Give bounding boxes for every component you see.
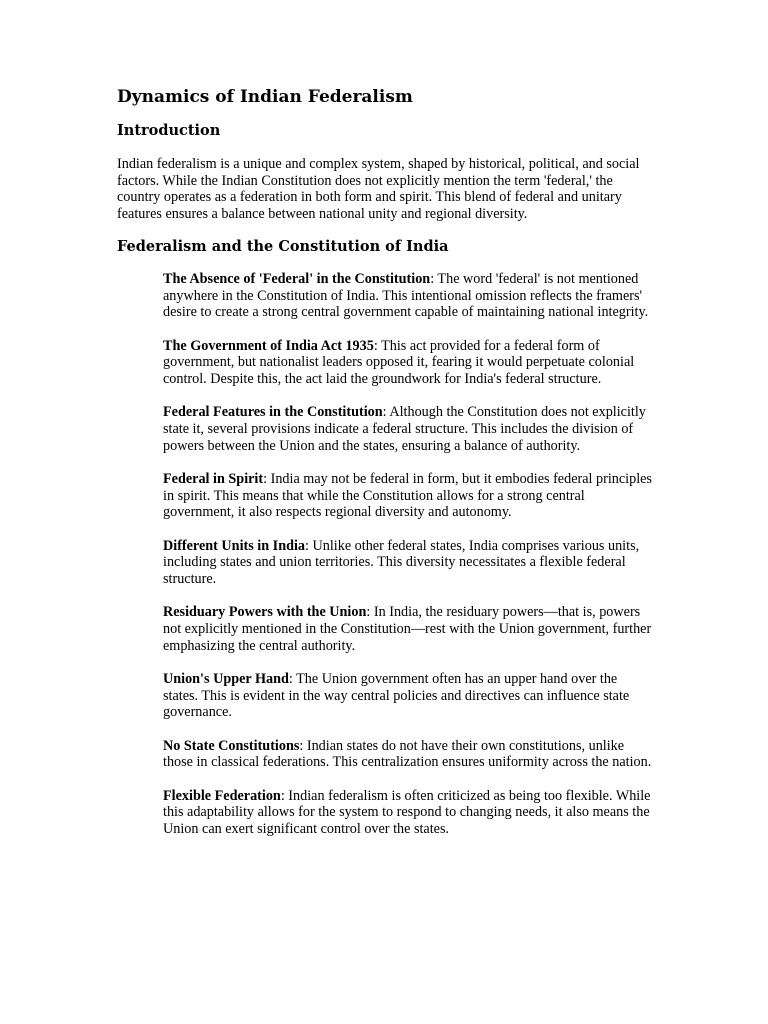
point-flexible-federation [163, 788, 653, 838]
introduction-paragraph: Indian federalism is a unique and complex system, shaped by historical, political, and social factors. While the Indian Constitution does not explicitly mention the term 'federal,' the country operates as a federation in both form and spirit. This blend of federal and unitary features ensures a balance between national unity and regional diversity. [117, 156, 640, 223]
point-term: Federal in Spirit [163, 470, 264, 487]
point-term: Federal Features in the Constitution [163, 404, 383, 421]
point-text: : Although the Constitution does not explicitly state it, several provisions indicate a federal structure. This includes the division of powers between the Union and the states, ensuring a balance of authority. [163, 404, 646, 454]
point-text: : India may not be federal in form, but it embodies federal principles in spirit. This means that while the Constitution allows for a strong central government, it also respects regional diversity and autonomy. [163, 470, 652, 521]
point-text: : The word 'federal' is not mentioned anywhere in the Constitution of India. This intentional omission reflects the framers' desire to create a strong central government capable of maintaining national integrity. [163, 270, 649, 321]
point-term: Residuary Powers with the Union [163, 604, 367, 621]
point-term: Union's Upper Hand [163, 671, 289, 688]
point-term: Flexible Federation [163, 787, 281, 804]
point-text: : The Union government often has an upper hand over the states. This is evident in the way central policies and directives can influence state governance. [163, 671, 630, 721]
constitution-section-heading: Federalism and the Constitution of India [117, 237, 449, 255]
introduction-heading: Introduction [117, 122, 221, 139]
point-union-upper-hand [163, 671, 653, 721]
point-residuary-powers [163, 604, 653, 654]
constitution-points-list [163, 271, 653, 838]
point-term: The Absence of 'Federal' in the Constitution [163, 270, 431, 287]
document-page [117, 86, 657, 854]
point-absence-of-federal [163, 271, 653, 321]
point-federal-features [163, 404, 653, 454]
point-federal-in-spirit [163, 471, 653, 521]
point-text: : Unlike other federal states, India comprises various units, including states and union territories. This diversity necessitates a flexible federal structure. [163, 537, 640, 588]
point-term: No State Constitutions [163, 737, 300, 754]
point-government-of-india-act [163, 338, 653, 388]
document-title: Dynamics of Indian Federalism [117, 87, 413, 107]
point-term: The Government of India Act 1935 [163, 337, 374, 354]
point-text: : This act provided for a federal form of government, but nationalist leaders opposed it, fearing it would perpetuate colonial control. Despite this, the act laid the groundwork for India's federal structure. [163, 337, 635, 387]
point-text: : In India, the residuary powers—that is, powers not explicitly mentioned in the Constitution—rest with the Union government, further emphasizing the central authority. [163, 604, 652, 654]
point-text: : Indian federalism is often criticized as being too flexible. While this adaptability allows for the system to respond to changing needs, it also means the Union can exert significant control over the states. [163, 787, 651, 838]
point-term: Different Units in India [163, 537, 306, 554]
point-no-state-constitutions [163, 738, 653, 771]
point-text: : Indian states do not have their own constitutions, unlike those in classical federations. This centralization ensures uniformity across the nation. [163, 737, 652, 771]
point-different-units [163, 538, 653, 588]
